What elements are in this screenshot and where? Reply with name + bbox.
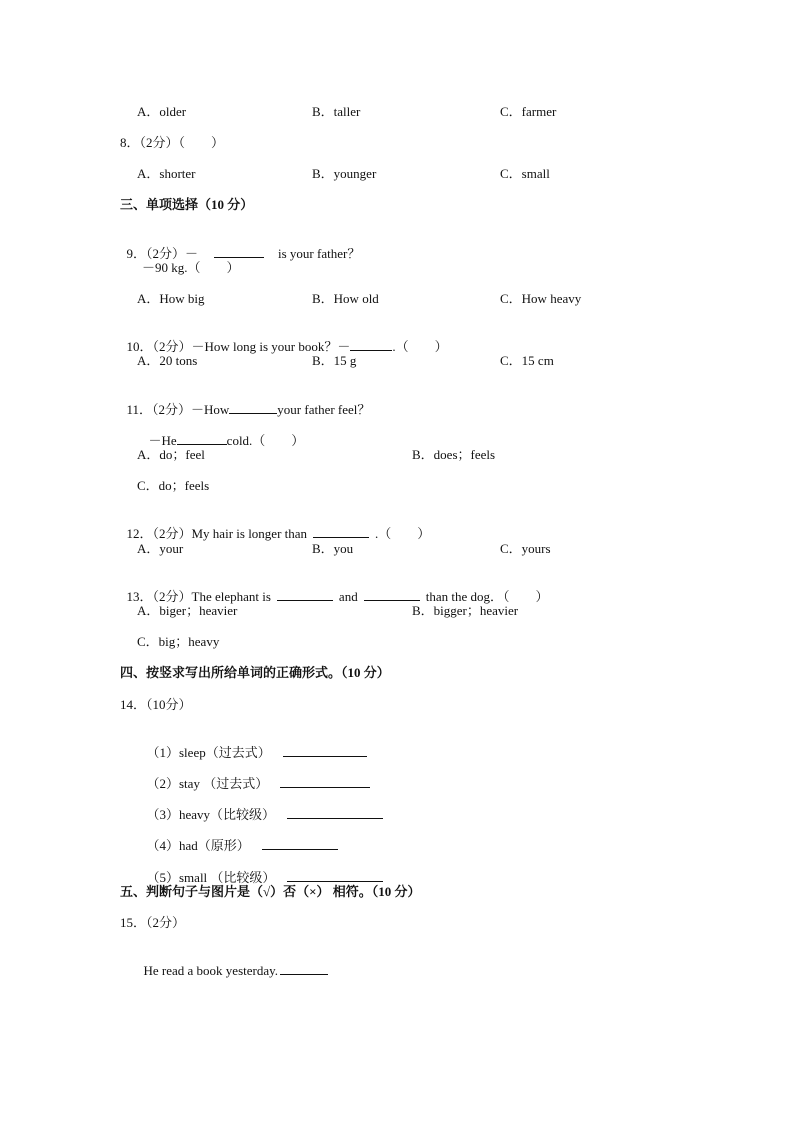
q11-stem <box>120 385 370 418</box>
q12-blank <box>313 525 369 538</box>
q11-blank-2 <box>177 432 227 445</box>
q8-option-c: C．small <box>500 166 550 181</box>
q11-option-b: B．does；feels <box>412 447 496 462</box>
q10-stem <box>120 322 448 355</box>
q12-option-c: C．yours <box>500 541 551 556</box>
q10-option-a: A．20 tons <box>137 353 198 368</box>
section-4-heading: 四、按竖求写出所给单词的正确形式。（10 分） <box>120 665 390 680</box>
q7-option-a: A．older <box>137 104 187 119</box>
q10-blank <box>350 338 392 351</box>
q10-tail: .（ ） <box>392 339 448 354</box>
q9-option-c: C．How heavy <box>500 291 582 306</box>
q14-item-3 <box>140 790 383 823</box>
q12-stem <box>120 509 430 542</box>
q13-option-a: A．biger；heavier <box>137 603 238 618</box>
q14-item-3-label: （3）heavy（比较级） <box>146 807 276 822</box>
q14-blank-5 <box>287 869 383 882</box>
q14-item-1-label: （1）sleep（过去式） <box>146 745 271 760</box>
q12-option-b: B．you <box>312 541 354 556</box>
q12-text: 12．（2分）My hair is longer than <box>126 526 308 541</box>
q11-reply-start: －He <box>148 433 177 448</box>
q10-option-c: C．15 cm <box>500 353 554 368</box>
q8-option-b: B．younger <box>312 166 377 181</box>
q13-tail: than the dog．（ ） <box>425 589 549 604</box>
q9-reply: －90 kg.（ ） <box>142 260 240 275</box>
q14-blank-4 <box>262 837 338 850</box>
q15-stem: 15．（2分） <box>120 915 186 930</box>
q13-option-c: C．big；heavy <box>137 634 220 649</box>
q11-reply <box>142 416 304 449</box>
section-3-heading: 三、单项选择（10 分） <box>120 197 254 212</box>
q15-blank <box>280 962 328 975</box>
q11-option-c: C．do；feels <box>137 478 210 493</box>
q14-item-5 <box>140 853 383 886</box>
q14-item-2 <box>140 759 370 792</box>
q14-stem: 14．（10分） <box>120 697 192 712</box>
q14-blank-2 <box>280 775 370 788</box>
section-5-heading: 五、判断句子与图片是（√）否（×） 相符。（10 分） <box>120 884 421 899</box>
q11-option-a: A．do；feel <box>137 447 205 462</box>
q13-blank-1 <box>277 588 333 601</box>
q14-item-2-label: （2）stay （过去式） <box>146 776 269 791</box>
q11-reply-end: cold.（ ） <box>226 433 305 448</box>
q11-number: 11．（2分）－How <box>126 402 230 417</box>
q13-option-b: B．bigger；heavier <box>412 603 519 618</box>
q10-text: 10．（2分）－How long is your book？－ <box>126 339 351 354</box>
q9-option-a: A．How big <box>137 291 205 306</box>
q14-item-1 <box>140 728 367 761</box>
q9-stem <box>120 229 360 262</box>
q9-blank <box>214 245 264 258</box>
q13-blank-2 <box>364 588 420 601</box>
q8-stem: 8．（2分）（ ） <box>120 135 225 150</box>
q15-sentence <box>137 946 328 979</box>
q13-mid: and <box>338 589 358 604</box>
q14-item-4 <box>140 821 338 854</box>
q8-option-a: A．shorter <box>137 166 196 181</box>
q13-text: 13．（2分）The elephant is <box>126 589 271 604</box>
q14-item-4-label: （4）had（原形） <box>146 838 250 853</box>
q7-option-c: C．farmer <box>500 104 557 119</box>
q14-blank-3 <box>287 806 383 819</box>
q12-tail: .（ ） <box>375 526 431 541</box>
q14-blank-1 <box>283 744 367 757</box>
q15-sentence-text: He read a book yesterday. <box>143 963 279 978</box>
q9-option-b: B．How old <box>312 291 379 306</box>
q13-stem <box>120 572 548 605</box>
q9-number: 9．（2分）－ <box>126 246 199 261</box>
q9-tail: is your father？ <box>278 246 361 261</box>
q11-tail: your father feel？ <box>277 402 371 417</box>
q11-blank-1 <box>229 401 277 414</box>
q7-option-b: B．taller <box>312 104 361 119</box>
q12-option-a: A．your <box>137 541 184 556</box>
q10-option-b: B．15 g <box>312 353 357 368</box>
q14-item-5-label: （5）small （比较级） <box>146 870 276 885</box>
